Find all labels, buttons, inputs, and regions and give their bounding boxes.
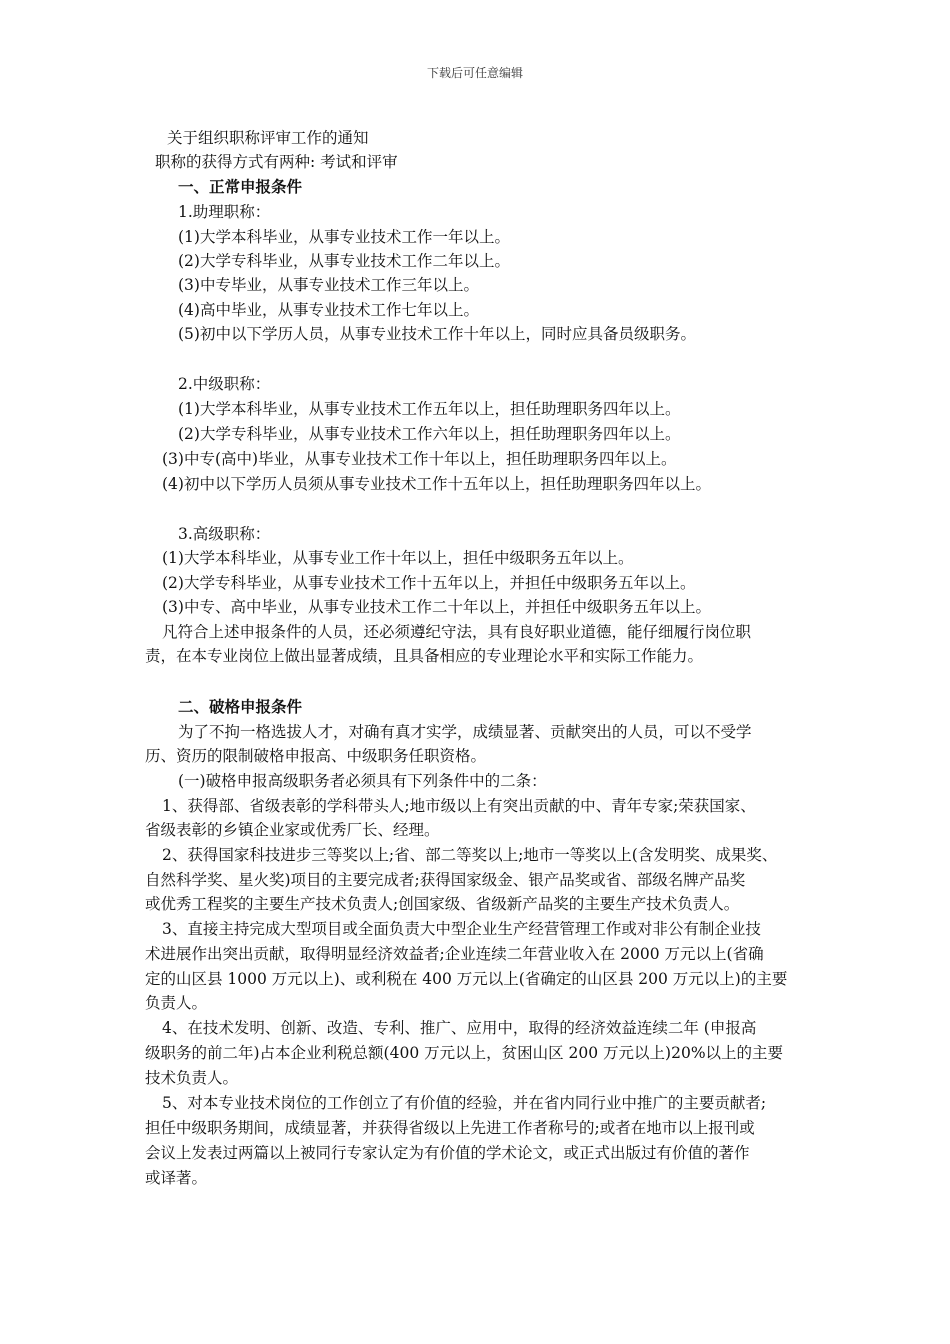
section-heading-1: 一、正常申报条件 — [178, 177, 303, 196]
paragraph-line: 4、在技术发明、创新、改造、专利、推广、应用中，取得的经济效益连续二年 (申报高 — [162, 1019, 757, 1037]
paragraph-line: (一)破格申报高级职务者必须具有下列条件中的二条： — [178, 772, 547, 790]
paragraph-line: 责，在本专业岗位上做出显著成绩，且具备相应的专业理论水平和实际工作能力。 — [145, 647, 704, 665]
paragraph-line: 历、资历的限制破格申报高、中级职务任职资格。 — [145, 747, 487, 765]
list-item: (4)高中毕业，从事专业技术工作七年以上。 — [178, 301, 479, 319]
paragraph-line: 5、对本专业技术岗位的工作创立了有价值的经验，并在省内同行业中推广的主要贡献者; — [162, 1094, 767, 1112]
list-item: (1)大学本科毕业，从事专业工作十年以上，担任中级职务五年以上。 — [162, 549, 634, 567]
subheading-assistant: 1.助理职称： — [178, 203, 271, 221]
page-header: 下载后可任意编辑 — [426, 66, 523, 80]
paragraph-line: 级职务的前二年)占本企业利税总额(400 万元以上，贫困山区 200 万元以上)20%以上的主要 — [145, 1044, 784, 1062]
intro-line: 职称的获得方式有两种: 考试和评审 — [155, 153, 398, 171]
list-item: (1)大学本科毕业，从事专业技术工作五年以上，担任助理职务四年以上。 — [178, 400, 681, 418]
paragraph-line: 3、直接主持完成大型项目或全面负责大中型企业生产经营管理工作或对非公有制企业技 — [162, 920, 761, 938]
section-heading-2: 二、破格申报条件 — [178, 697, 303, 716]
paragraph-line: 或优秀工程奖的主要生产技术负责人;创国家级、省级新产品奖的主要生产技术负责人。 — [145, 895, 740, 913]
paragraph-line: 或译著。 — [145, 1169, 208, 1187]
paragraph-line: 凡符合上述申报条件的人员，还必须遵纪守法，具有良好职业道德，能仔细履行岗位职 — [162, 623, 752, 641]
list-item: (4)初中以下学历人员须从事专业技术工作十五年以上，担任助理职务四年以上。 — [162, 475, 711, 493]
paragraph-line: 会议上发表过两篇以上被同行专家认定为有价值的学术论文，或正式出版过有价值的著作 — [145, 1144, 750, 1162]
list-item: (2)大学专科毕业，从事专业技术工作六年以上，担任助理职务四年以上。 — [178, 425, 681, 443]
list-item: (1)大学本科毕业，从事专业技术工作一年以上。 — [178, 228, 510, 246]
paragraph-line: 负责人。 — [145, 994, 208, 1012]
paragraph-line: 自然科学奖、星火奖)项目的主要完成者;获得国家级金、银产品奖或省、部级名牌产品奖 — [145, 871, 746, 889]
list-item: (3)中专(高中)毕业，从事专业技术工作十年以上，担任助理职务四年以上。 — [162, 450, 677, 468]
paragraph-line: 省级表彰的乡镇企业家或优秀厂长、经理。 — [145, 821, 440, 839]
list-item: (3)中专毕业，从事专业技术工作三年以上。 — [178, 276, 479, 294]
paragraph-line: 技术负责人。 — [145, 1069, 239, 1087]
list-item: (2)大学专科毕业，从事专业技术工作二年以上。 — [178, 252, 510, 270]
paragraph-line: 为了不拘一格选拔人才，对确有真才实学，成绩显著、贡献突出的人员，可以不受学 — [178, 723, 752, 741]
list-item: (3)中专、高中毕业，从事专业技术工作二十年以上，并担任中级职务五年以上。 — [162, 598, 711, 616]
paragraph-line: 担任中级职务期间，成绩显著，并获得省级以上先进工作者称号的;或者在地市以上报刊或 — [145, 1119, 755, 1137]
list-item: (2)大学专科毕业，从事专业技术工作十五年以上，并担任中级职务五年以上。 — [162, 574, 696, 592]
document-title: 关于组织职称评审工作的通知 — [167, 129, 369, 147]
paragraph-line: 2、获得国家科技进步三等奖以上;省、部二等奖以上;地市一等奖以上(含发明奖、成果奖、 — [162, 846, 778, 864]
paragraph-line: 定的山区县 1000 万元以上)、或利税在 400 万元以上(省确定的山区县 200 万元以上)的主要 — [145, 970, 788, 988]
paragraph-line: 1、获得部、省级表彰的学科带头人;地市级以上有突出贡献的中、青年专家;荣获国家、 — [162, 797, 756, 815]
paragraph-line: 术进展作出突出贡献，取得明显经济效益者;企业连续二年营业收入在 2000 万元以上(省确 — [145, 945, 764, 963]
subheading-intermediate: 2.中级职称： — [178, 375, 271, 393]
subheading-senior: 3.高级职称： — [178, 525, 271, 543]
list-item: (5)初中以下学历人员，从事专业技术工作十年以上，同时应具备员级职务。 — [178, 325, 696, 343]
